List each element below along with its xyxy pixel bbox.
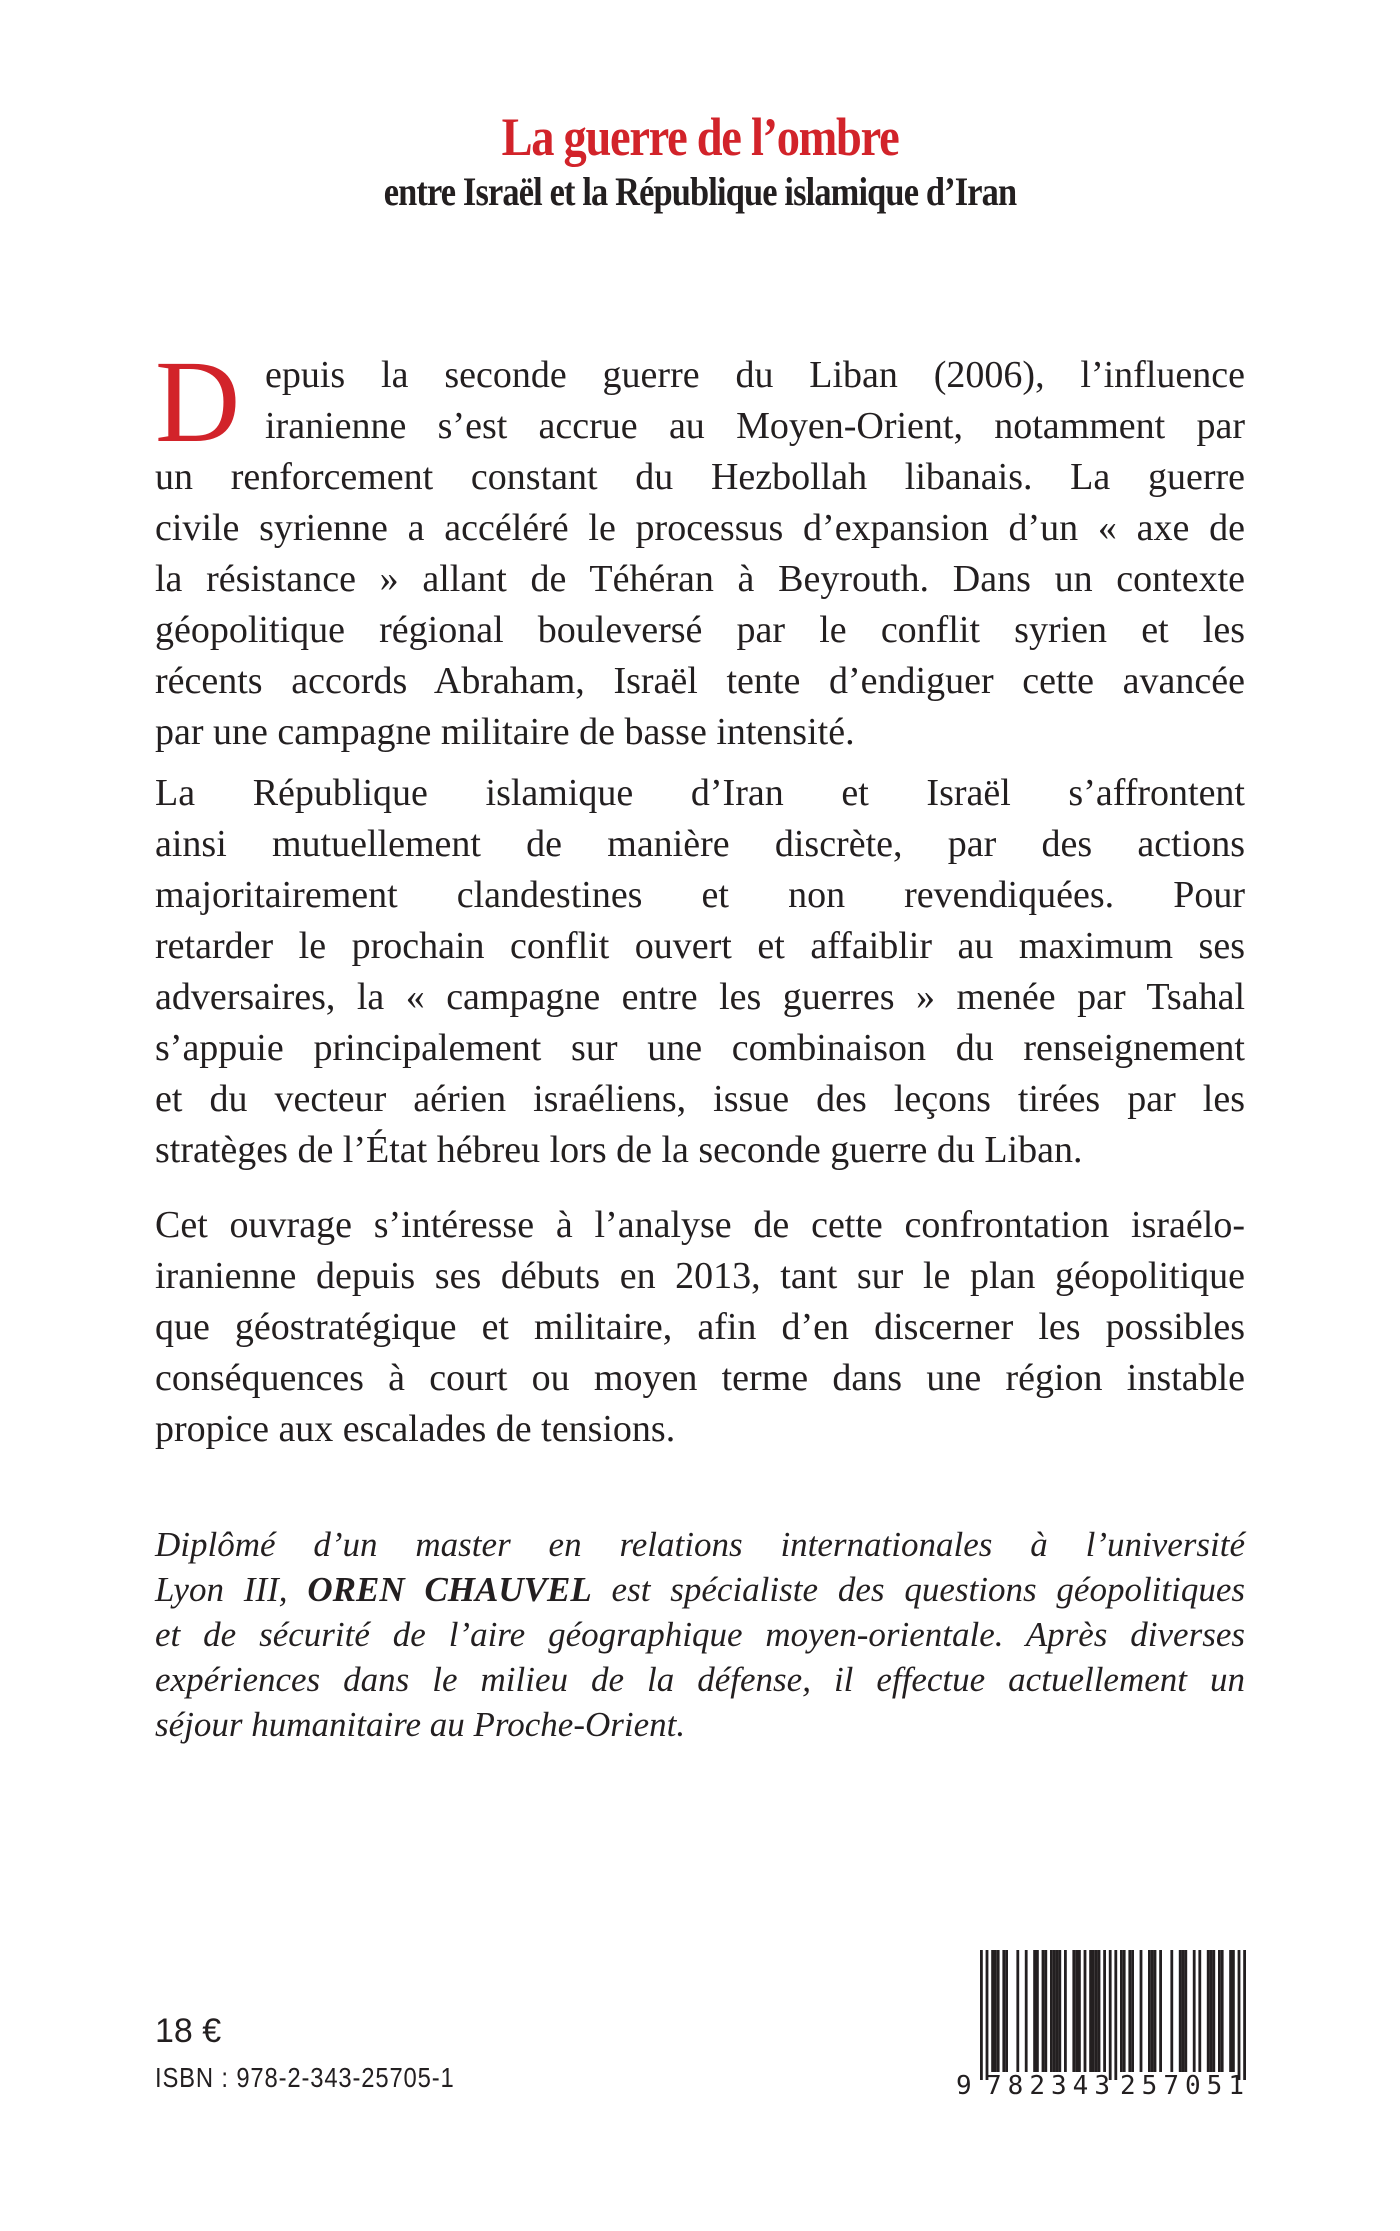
- paragraph-line: géopolitique régional bouleversé par le conflit syrien et les: [155, 609, 1245, 651]
- barcode-bar: [1095, 1950, 1098, 2072]
- barcode-bar: [1075, 1950, 1078, 2072]
- barcode-bar: [1170, 1950, 1173, 2072]
- barcode-bar: [991, 1950, 994, 2072]
- barcode-bar: [1218, 1950, 1221, 2072]
- bio-line: expériences dans le milieu de la défense, il effectue actuellement un: [155, 1660, 1245, 1699]
- barcode-bar: [1154, 1950, 1157, 2072]
- barcode-bar: [1044, 1950, 1047, 2072]
- barcode-bar: [1005, 1950, 1008, 2072]
- paragraph-line: un renforcement constant du Hezbollah libanais. La guerre: [155, 456, 1245, 498]
- barcode-bar: [1002, 1950, 1005, 2072]
- barcode-bar: [1089, 1950, 1092, 2072]
- paragraph-line: récents accords Abraham, Israël tente d’endiguer cette avancée: [155, 660, 1245, 702]
- barcode-bar: [1123, 1950, 1126, 2072]
- price-label: 18 €: [155, 2012, 222, 2050]
- book-title: La guerre de l’ombre: [501, 107, 899, 167]
- paragraph-line: iranienne depuis ses débuts en 2013, tant sur le plan géopolitique: [155, 1255, 1245, 1297]
- bio-text: Lyon III,: [155, 1570, 308, 1609]
- author-name: OREN CHAUVEL: [307, 1570, 592, 1609]
- barcode-bar: [1098, 1950, 1101, 2072]
- barcode-bar: [1193, 1950, 1196, 2072]
- barcode-bar: [1243, 1950, 1246, 2080]
- barcode-bar: [1128, 1950, 1131, 2072]
- barcode-bar: [980, 1950, 983, 2080]
- paragraph-line: et du vecteur aérien israéliens, issue des leçons tirées par les: [155, 1078, 1245, 1120]
- barcode-bar: [1042, 1950, 1045, 2072]
- barcode-bar: [1036, 1950, 1039, 2072]
- barcode-bar: [1179, 1950, 1182, 2072]
- book-subtitle: entre Israël et la République islamique d’Iran: [383, 169, 1017, 214]
- paragraph-line: la résistance » allant de Téhéran à Beyrouth. Dans un contexte: [155, 558, 1245, 600]
- barcode-right-digits: 257051: [1120, 2071, 1244, 2100]
- barcode-bar: [1064, 1950, 1067, 2072]
- paragraph-line: propice aux escalades de tensions.: [155, 1408, 676, 1450]
- paragraph-line: retarder le prochain conflit ouvert et affaiblir au maximum ses: [155, 925, 1245, 967]
- barcode-bar: [1078, 1950, 1081, 2072]
- barcode-bar: [1058, 1950, 1061, 2072]
- paragraph-line: par une campagne militaire de basse intensité.: [155, 711, 855, 753]
- barcode-bar: [1103, 1950, 1106, 2072]
- barcode-bar: [994, 1950, 997, 2072]
- barcode-bar: [1229, 1950, 1232, 2072]
- barcode-bars: [980, 1950, 1246, 2080]
- barcode-bar: [1148, 1950, 1151, 2072]
- barcode-first-digit: 9: [956, 2071, 972, 2100]
- barcode-left-digits: 782343: [986, 2071, 1110, 2100]
- barcode-bar: [1238, 1950, 1241, 2080]
- barcode-bar: [997, 1950, 1000, 2072]
- barcode-bar: [986, 1950, 989, 2080]
- paragraph-line: iranienne s’est accrue au Moyen-Orient, notamment par: [265, 405, 1245, 447]
- paragraph-line: epuis la seconde guerre du Liban (2006), l’influence: [265, 354, 1245, 396]
- paragraph-line: majoritairement clandestines et non revendiquées. Pour: [155, 874, 1245, 916]
- barcode-bar: [1207, 1950, 1210, 2072]
- barcode-bar: [1182, 1950, 1185, 2072]
- barcode-bar: [1084, 1950, 1087, 2072]
- isbn-label: ISBN : 978-2-343-25705-1: [155, 2062, 455, 2093]
- barcode-bar: [1025, 1950, 1028, 2072]
- barcode-bar: [1140, 1950, 1143, 2072]
- barcode-bar: [1056, 1950, 1059, 2072]
- barcode-bar: [1221, 1950, 1224, 2072]
- paragraph-line: conséquences à court ou moyen terme dans une région instable: [155, 1357, 1245, 1399]
- barcode-bar: [1053, 1950, 1056, 2072]
- paragraph-line: s’appuie principalement sur une combinaison du renseignement: [155, 1027, 1245, 1069]
- barcode: [950, 1948, 1250, 2100]
- barcode-bar: [1114, 1950, 1117, 2080]
- barcode-bar: [1151, 1950, 1154, 2072]
- barcode-bar: [1159, 1950, 1162, 2072]
- paragraph-line: adversaires, la « campagne entre les guerres » menée par Tsahal: [155, 976, 1245, 1018]
- barcode-bar: [1198, 1950, 1201, 2072]
- barcode-bar: [1033, 1950, 1036, 2072]
- bio-line: et de sécurité de l’aire géographique moyen-orientale. Après diverses: [155, 1615, 1245, 1654]
- barcode-bar: [1109, 1950, 1112, 2080]
- paragraph-line: La République islamique d’Iran et Israël s’affrontent: [155, 772, 1245, 814]
- paragraph-line: civile syrienne a accéléré le processus d’expansion d’un « axe de: [155, 507, 1245, 549]
- barcode-bar: [1184, 1950, 1187, 2072]
- barcode-bar: [1232, 1950, 1235, 2072]
- bio-line: [155, 1567, 1245, 1612]
- barcode-bar: [1092, 1950, 1095, 2072]
- barcode-bar: [1016, 1950, 1019, 2072]
- barcode-bar: [1120, 1950, 1123, 2072]
- barcode-bar: [1072, 1950, 1075, 2072]
- drop-cap: D: [155, 336, 241, 467]
- bio-line: Diplômé d’un master en relations internationales à l’université: [155, 1525, 1245, 1564]
- bio-line: séjour humanitaire au Proche-Orient.: [155, 1705, 686, 1744]
- barcode-bar: [1212, 1950, 1215, 2072]
- paragraph-line: ainsi mutuellement de manière discrète, par des actions: [155, 823, 1245, 865]
- bio-text: est spécialiste des questions géopolitiques: [591, 1570, 1245, 1609]
- paragraph-line: stratèges de l’État hébreu lors de la seconde guerre du Liban.: [155, 1129, 1083, 1171]
- paragraph-line: Cet ouvrage s’intéresse à l’analyse de cette confrontation israélo-: [155, 1204, 1245, 1246]
- barcode-bar: [1210, 1950, 1213, 2072]
- paragraph-line: que géostratégique et militaire, afin d’en discerner les possibles: [155, 1306, 1245, 1348]
- barcode-bar: [1050, 1950, 1053, 2072]
- barcode-bar: [1131, 1950, 1134, 2072]
